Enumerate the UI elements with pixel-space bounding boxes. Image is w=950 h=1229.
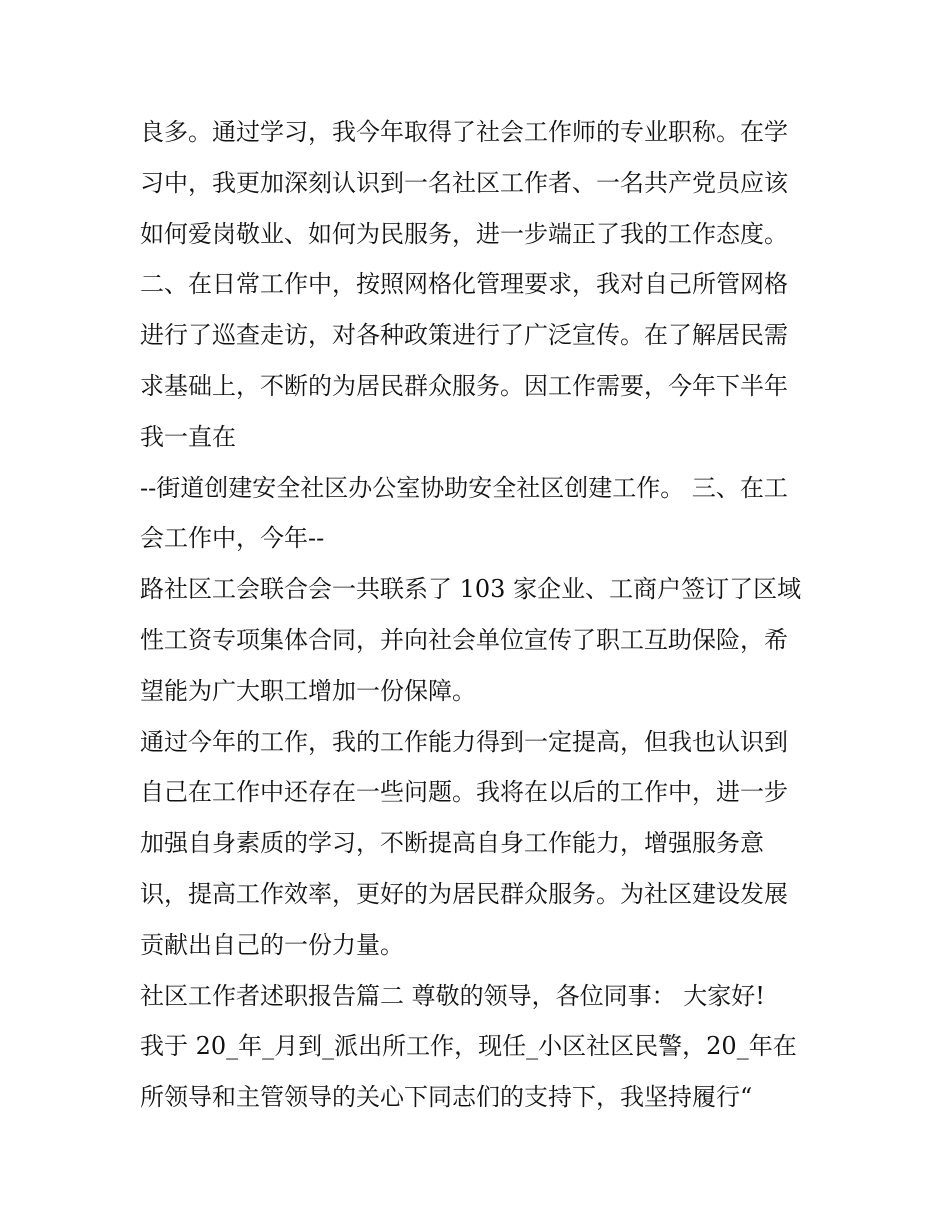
text-line: 良多。通过学习，我今年取得了社会工作师的专业职称。在学: [140, 118, 788, 146]
text-line: 加强自身素质的学习，不断提高自身工作能力，增强服务意: [140, 829, 764, 858]
text-line: 社区工作者述职报告篇二 尊敬的领导，各位同事： 大家好!: [140, 981, 765, 1010]
text-line: 识，提高工作效率，更好的为居民群众服务。为社区建设发展: [140, 879, 788, 908]
body-text: [140, 107, 820, 1123]
text-line: 路社区工会联合会一共联系了 103 家企业、工商户签订了区域: [140, 575, 802, 604]
text-line: 二、在日常工作中，按照网格化管理要求，我对自己所管网格: [140, 270, 788, 299]
text-line: 望能为广大职工增加一份保障。: [140, 676, 476, 705]
text-line: 进行了巡查走访，对各种政策进行了广泛宣传。在了解居民需: [140, 321, 788, 350]
text-line: 我于 20_年_月到_派出所工作，现任_小区社区民警，20_年在: [140, 1032, 797, 1061]
text-line: 习中，我更加深刻认识到一名社区工作者、一名共产党员应该: [140, 168, 788, 197]
text-line: 贡献出自己的一份力量。: [140, 930, 404, 959]
text-line: 求基础上，不断的为居民群众服务。因工作需要，今年下半年: [140, 371, 788, 400]
text-line: --街道创建安全社区办公室协助安全社区创建工作。 三、在工: [140, 473, 788, 502]
text-line: 通过今年的工作，我的工作能力得到一定提高，但我也认识到: [140, 727, 788, 756]
text-line: 所领导和主管领导的关心下同志们的支持下，我坚持履行“: [140, 1083, 753, 1112]
text-line: 自己在工作中还存在一些问题。我将在以后的工作中，进一步: [140, 778, 788, 807]
text-line: 会工作中，今年--: [140, 524, 325, 553]
text-line: 我一直在: [140, 422, 236, 451]
text-line: 性工资专项集体合同，并向社会单位宣传了职工互助保险，希: [140, 625, 788, 654]
text-line: 如何爱岗敬业、如何为民服务，进一步端正了我的工作态度。: [140, 219, 788, 248]
